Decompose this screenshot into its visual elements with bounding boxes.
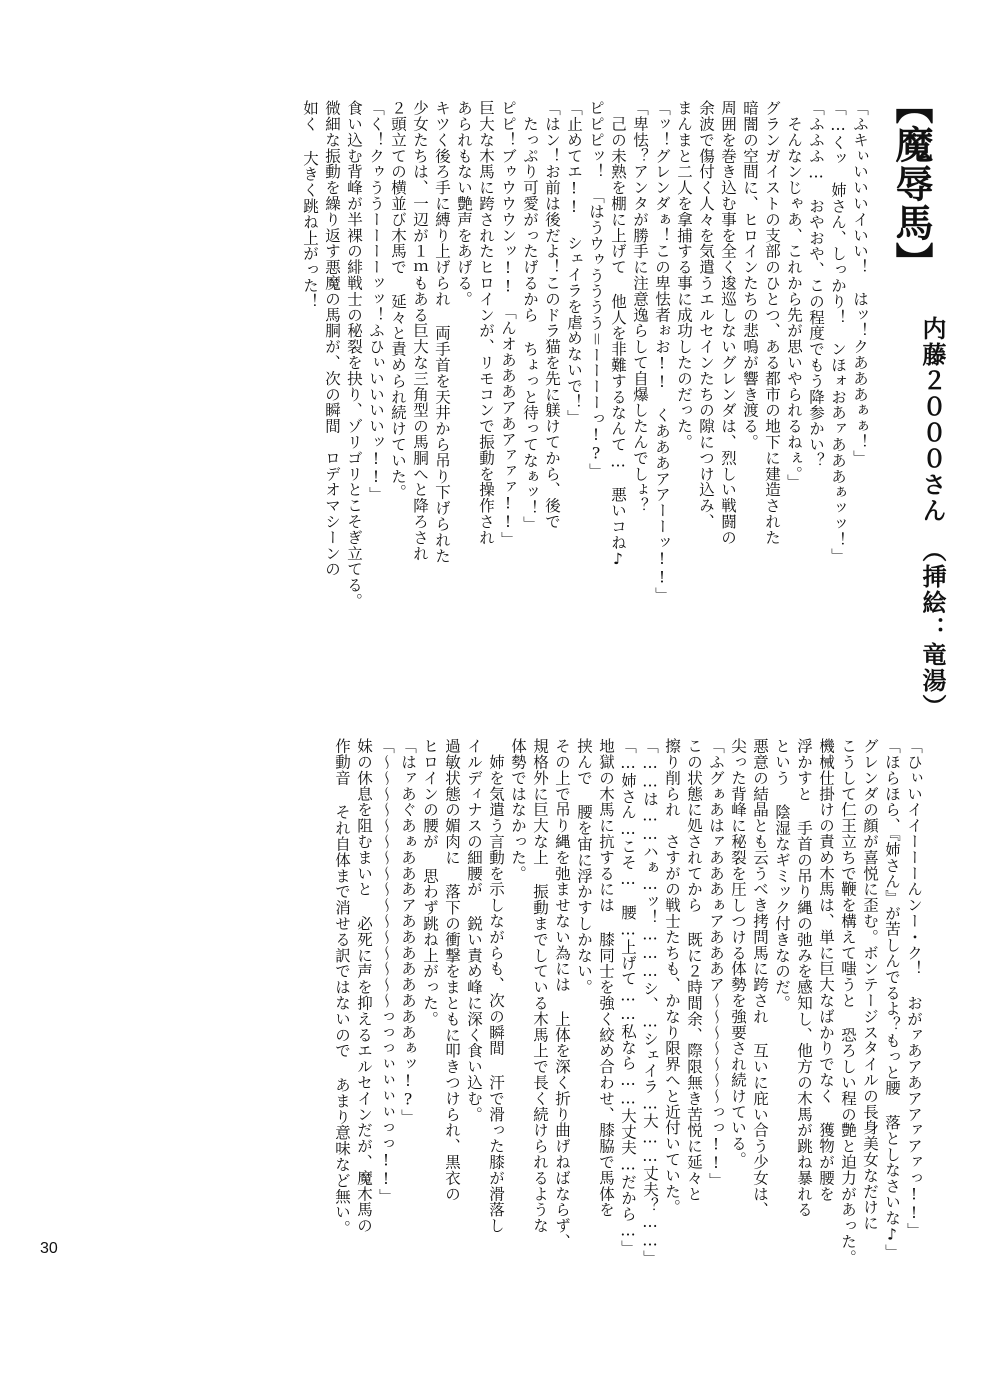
lower-text-column xyxy=(331,738,925,1358)
text-line: 微細な振動を繰り返す悪魔の馬胴が、次の瞬間 ロデオマシーンの xyxy=(323,100,341,577)
text-line: ヒロインの腰が 思わず跳ね上がった。 xyxy=(421,738,439,1027)
author-credit: 内藤２０００さん （挿絵：竜湯） xyxy=(918,316,946,720)
text-line: 作動音 それ自体まで消せる訳ではないので あまり意味など無い。 xyxy=(333,738,351,1236)
text-line: キツく後ろ手に縛り上げられ 両手首を天井から吊り下げられた xyxy=(433,100,451,564)
text-line: 「止めてエ!! シェイラを虐めないで！」 xyxy=(565,100,583,426)
text-line: 如く 大きく跳ね上がった！ xyxy=(301,100,319,310)
text-line: 機械仕掛けの責め木馬は、単に巨大なばかりでなく 獲物が腰を xyxy=(817,738,835,1202)
text-line: この状態に処されてから 既に２時間余、際限無き苦悦に延々と xyxy=(685,738,703,1202)
upper-text-column xyxy=(299,100,871,670)
text-line: たっぷり可愛がったげるから ちょっと待ってなぁッ！」 xyxy=(521,100,539,532)
text-line: 「ふふふ… おやおや、この程度でもう降参かい？ xyxy=(807,100,825,469)
text-line: 「卑怯？アンタが勝手に注意逸らして自爆したんでしょ？ xyxy=(631,100,649,514)
text-line: 「〜〜〜〜〜〜〜〜〜〜〜〜〜〜〜〜っっっぃぃぃぃっっ!!」 xyxy=(377,738,395,1205)
text-line: 過敏状態の媚肉に 落下の衝撃をまともに叩きつけられ、黒衣の xyxy=(443,738,461,1202)
text-line: 暗闇の空間に、ヒロインたちの悲鳴が響き渡る。 xyxy=(741,100,759,450)
text-line: 「はン！お前は後だよ！このドラ猫を先に躾けてから、後で xyxy=(543,100,561,530)
text-line: 「……は……ハぁ…ッ！………シ、…シェイラ…大……丈夫？……」 xyxy=(641,738,659,1266)
text-line: 「ふキぃいいいイいい！ はッ！クあああぁぁ！」 xyxy=(851,100,869,466)
text-line: 悪意の結晶とも云うべき拷問馬に跨され 互いに庇い合う少女は、 xyxy=(751,738,769,1218)
story-title-block xyxy=(887,86,935,281)
text-line: ピピ！ブゥウウウンッ!! 「んオあああアあアァァァ!!」 xyxy=(499,100,517,548)
text-line: その上で吊り縄を弛ませない為には 上体を深く折り曲げねばならず、 xyxy=(553,738,571,1250)
text-line: 姉を気遣う言動を示しながらも、次の瞬間 汗で滑った膝が滑落し xyxy=(487,738,505,1234)
text-line: 周囲を巻き込む事を全く逡巡しないグレンダは、烈しい戦闘の xyxy=(719,100,737,546)
text-line: あられもない艶声をあげる。 xyxy=(455,100,473,307)
text-line: 「…姉さん…こそ… 腰…上げて……私なら……大丈夫…だから…」 xyxy=(619,738,637,1256)
text-line: 「ッ！グレンダぁ！この卑怯者ぉお!! くあああアアーーッ!!」 xyxy=(653,100,671,603)
text-line: 「はァあぐあぁあああアああああああああぁッ!?」 xyxy=(399,738,417,1125)
story-title: 【魔辱馬】 xyxy=(889,86,933,281)
text-line: 「…くッ 姉さん、しっかり！ ンほォおあァあああぁッッ！」 xyxy=(829,100,847,564)
text-line: グランガイストの支部のひとつ、ある都市の地下に建造された xyxy=(763,100,781,546)
text-line: 挟んで 腰を宙に浮かすしかない。 xyxy=(575,738,593,995)
text-line: 浮かすと 手首の吊り縄の弛みを感知し、他方の木馬が跳ね暴れる xyxy=(795,738,813,1218)
text-line: そんなンじゃあ、これから先が思いやられるねぇ。」 xyxy=(785,100,803,490)
text-line: 体勢ではなかった。 xyxy=(509,738,527,882)
text-line: 巨大な木馬に跨されたヒロインが、リモコンで振動を操作され xyxy=(477,100,495,546)
text-line: まんまと二人を拿捕する事に成功したのだった。 xyxy=(675,100,693,450)
text-line: という 陰湿なギミック付きなのだ。 xyxy=(773,738,791,1011)
text-line: 少女たちは、一辺が１ｍもある巨大な三角型の馬胴へと降ろされ xyxy=(411,100,429,562)
text-line: 擦り削られ さすがの戦士たちも、かなり限界へと近付いていた。 xyxy=(663,738,681,1215)
text-line: 「ひぃいイイーーーんンー・ク！ おがァあアあアアァアァっ!!」 xyxy=(905,738,923,1239)
text-line: 己の未熟を棚に上げて 他人を非難するなんて… 悪いコね♪ xyxy=(609,100,627,569)
text-line: ２頭立ての横並び木馬で 延々と責められ続けていた。 xyxy=(389,100,407,500)
text-line: 規格外に巨大な上 振動までしている木馬上で長く続けられるような xyxy=(531,738,549,1234)
text-line: 妹の休息を阻むまいと 必死に声を抑えるエルセインだが、魔木馬の xyxy=(355,738,373,1234)
text-line: 地獄の木馬に抗するには 膝同士を強く絞め合わせ、膝脇で馬体を xyxy=(597,738,615,1218)
text-line: 食い込む背峰が半裸の緋戦士の秘裂を抉り、ゾリゴリとこそぎ立てる。 xyxy=(345,100,363,609)
text-line: イルディナスの細腰が 鋭い責め峰に深く食い込む。 xyxy=(465,738,483,1123)
page-number: 30 xyxy=(40,1240,58,1257)
text-line: こうして仁王立ちで鞭を構えて嗤うと 恐ろしい程の艶と迫力があった。 xyxy=(839,738,857,1266)
text-line: 「ふグぁあはァあああぁアあああア〜〜〜〜〜〜〜っっ!!」 xyxy=(707,738,725,1189)
text-line: 尖った背峰に秘裂を圧しつける体勢を強要され続けている。 xyxy=(729,738,747,1168)
text-line: ピピピッ！ 「はうウゥうううう＝ーーーーっ!?」 xyxy=(587,100,605,479)
text-line: 「く！クゥううーーーーッッ！ふひぃいいいいッ!!」 xyxy=(367,100,385,503)
text-line: 余波で傷付く人々を気遣うエルセインたちの隙につけ込み、 xyxy=(697,100,715,530)
text-line: グレンダの顔が喜悦に歪む。ボンテージスタイルの長身美女なだけに xyxy=(861,738,879,1231)
text-line: 「ほらほら、『姉さん』が苦しんでるよ？もっと腰 落としなさいな♪」 xyxy=(883,738,901,1260)
